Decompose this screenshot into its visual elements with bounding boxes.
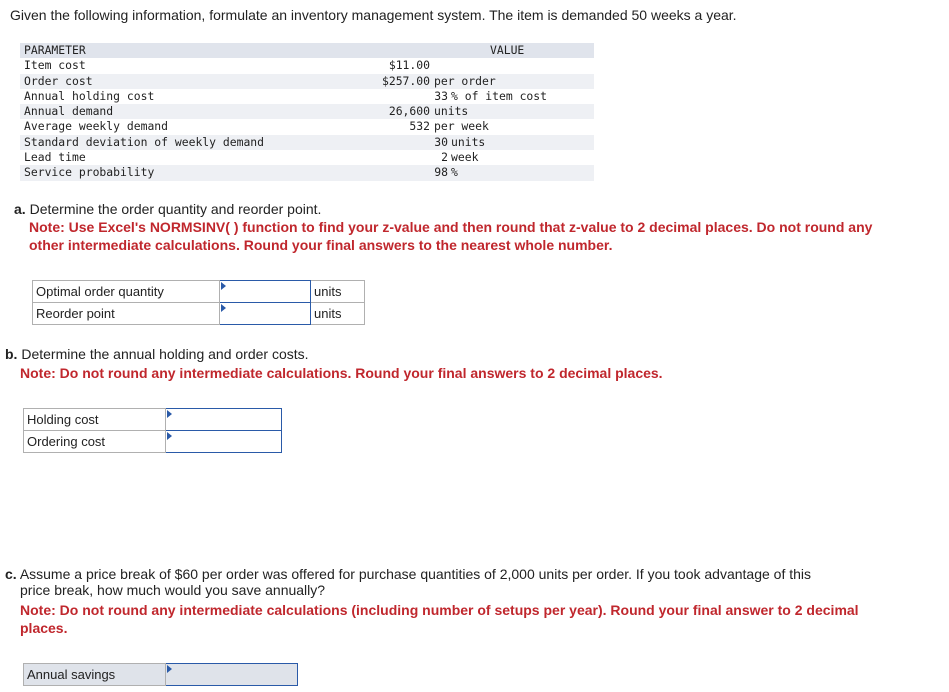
value-column-header: VALUE <box>490 43 525 57</box>
parameter-unit: units <box>434 104 469 119</box>
parameter-row-service-probability <box>20 165 594 180</box>
part-a-note <box>29 218 872 254</box>
part-b-question <box>5 346 309 362</box>
part-c-question-line-1: Assume a price break of $60 per order was offered for purchase quantities of 2,000 units per order. If you took advantage of this <box>19 566 812 582</box>
parameter-value: 26,600 <box>388 104 430 119</box>
parameter-name: Lead time <box>24 150 86 165</box>
ordering-cost-input[interactable] <box>166 432 281 451</box>
parameter-unit: per week <box>434 119 489 134</box>
reorder-point-cell <box>220 303 311 325</box>
part-b-note: Note: Do not round any intermediate calculations. Round your final answers to 2 decimal places. <box>20 365 663 381</box>
parameter-row-lead-time <box>20 150 594 165</box>
parameter-unit: per order <box>434 73 496 88</box>
parameter-table-header <box>20 43 594 58</box>
parameter-row-std-deviation <box>20 135 594 150</box>
parameter-value: 33 <box>434 88 448 103</box>
parameter-name: Item cost <box>24 58 86 73</box>
answer-row-holding-cost <box>24 409 282 431</box>
answer-label: Holding cost <box>24 409 166 431</box>
answer-unit: units <box>311 281 365 303</box>
part-c-question-line-2: price break, how much would you save annually? <box>20 582 326 598</box>
answer-label: Reorder point <box>33 303 220 325</box>
part-c-note-line-2: places. <box>20 620 68 636</box>
answer-row-reorder-point <box>33 303 365 325</box>
answer-label: Annual savings <box>24 664 166 686</box>
reorder-point-input[interactable] <box>220 304 310 323</box>
answer-label: Optimal order quantity <box>33 281 220 303</box>
ordering-cost-cell <box>166 431 282 453</box>
part-c-note-line-1: Note: Do not round any intermediate calculations (including number of setups per year). Round your final answer to 2 decimal <box>20 602 859 618</box>
part-b-question-text: Determine the annual holding and order costs. <box>21 346 309 362</box>
part-c-letter: c. <box>5 566 17 582</box>
parameter-column-header: PARAMETER <box>24 43 86 57</box>
part-a-note-line-1: Note: Use Excel's NORMSINV( ) function to find your z-value and then round that z-value to 2 decimal places. Do not round any <box>29 219 873 235</box>
parameter-value: 2 <box>441 150 448 165</box>
part-a-letter: a. <box>14 201 26 217</box>
holding-cost-input[interactable] <box>166 410 281 429</box>
part-a-question <box>14 201 321 217</box>
parameter-name: Annual holding cost <box>24 88 155 103</box>
parameter-row-order-cost <box>20 74 594 89</box>
part-a-answer-table <box>32 280 365 325</box>
parameter-unit: % of item cost <box>451 88 548 103</box>
part-b-answer-table <box>23 408 282 453</box>
parameter-unit: week <box>451 150 479 165</box>
annual-savings-cell <box>166 664 298 686</box>
parameter-value: $11.00 <box>388 58 430 73</box>
part-a-note-line-2: other intermediate calculations. Round your final answers to the nearest whole number. <box>29 237 613 253</box>
parameter-name: Annual demand <box>24 104 114 119</box>
problem-intro: Given the following information, formulate an inventory management system. The item is demanded 50 weeks a year. <box>10 7 737 23</box>
holding-cost-cell <box>166 409 282 431</box>
parameter-table <box>20 43 594 181</box>
part-a-question-text: Determine the order quantity and reorder point. <box>29 201 322 217</box>
parameter-row-annual-demand <box>20 104 594 119</box>
answer-unit: units <box>311 303 365 325</box>
annual-savings-input[interactable] <box>166 665 297 684</box>
part-c-question <box>5 566 811 598</box>
part-c-note <box>20 601 859 637</box>
answer-row-annual-savings <box>24 664 298 686</box>
answer-label: Ordering cost <box>24 431 166 453</box>
parameter-unit: units <box>451 134 486 149</box>
part-c-answer-table <box>23 663 298 686</box>
parameter-unit: % <box>451 165 458 180</box>
parameter-name: Average weekly demand <box>24 119 169 134</box>
part-b-letter: b. <box>5 346 18 362</box>
parameter-value: 98 <box>434 165 448 180</box>
parameter-row-holding-cost <box>20 89 594 104</box>
answer-row-optimal-order-quantity <box>33 281 365 303</box>
parameter-name: Order cost <box>24 73 93 88</box>
parameter-row-weekly-demand <box>20 119 594 134</box>
answer-row-ordering-cost <box>24 431 282 453</box>
parameter-row-item-cost <box>20 58 594 73</box>
optimal-order-quantity-cell <box>220 281 311 303</box>
parameter-value: $257.00 <box>381 73 430 88</box>
parameter-value: 532 <box>409 119 430 134</box>
optimal-order-quantity-input[interactable] <box>220 282 310 301</box>
parameter-name: Standard deviation of weekly demand <box>24 134 265 149</box>
parameter-name: Service probability <box>24 165 155 180</box>
parameter-value: 30 <box>434 134 448 149</box>
